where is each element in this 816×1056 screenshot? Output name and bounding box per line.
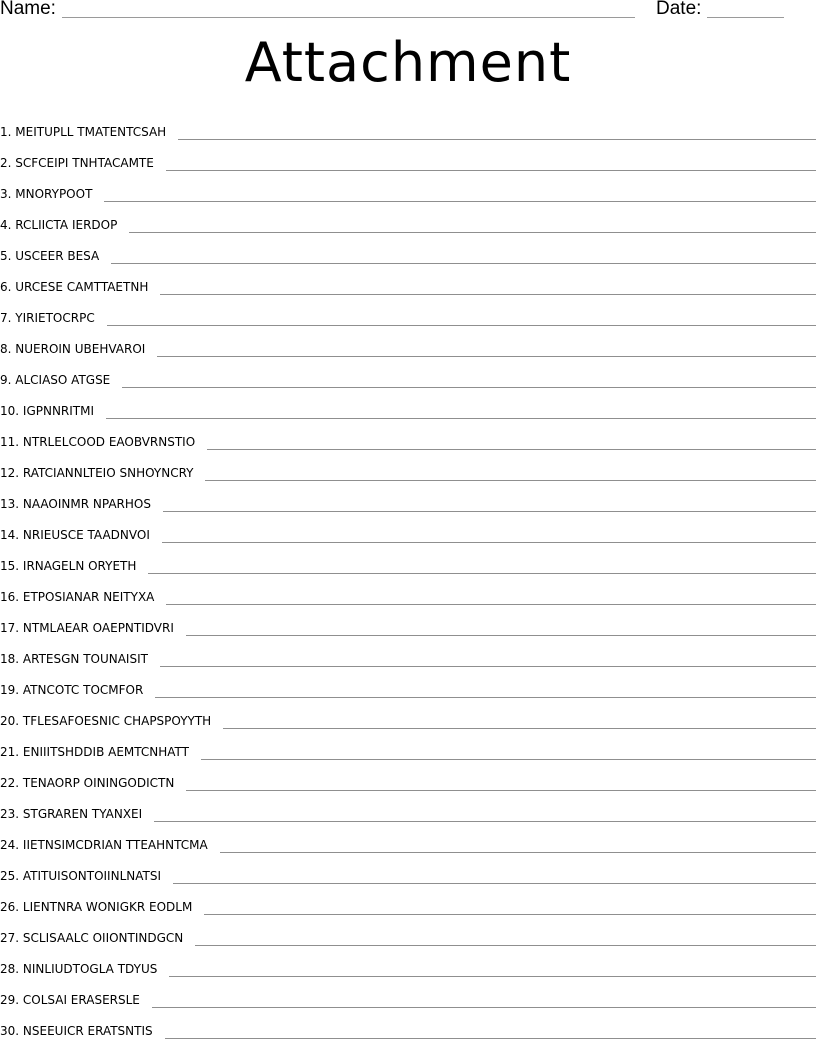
- answer-line[interactable]: [195, 944, 816, 946]
- scrambled-word: 7. YIRIETOCRPC: [0, 311, 95, 325]
- scrambled-word: 27. SCLISAALC OIIONTINDGCN: [0, 931, 184, 945]
- list-item: [0, 823, 816, 854]
- answer-line[interactable]: [220, 851, 816, 853]
- list-item: [0, 699, 816, 730]
- scrambled-word: 10. IGPNNRITMI: [0, 404, 95, 418]
- answer-line[interactable]: [223, 727, 816, 729]
- list-item: [0, 141, 816, 172]
- answer-line[interactable]: [169, 975, 816, 977]
- scrambled-word: 20. TFLESAFOESNIC CHAPSPOYYTH: [0, 714, 212, 728]
- list-item: [0, 234, 816, 265]
- answer-line[interactable]: [104, 200, 816, 202]
- scrambled-word: 22. TENAORP OININGODICTN: [0, 776, 175, 790]
- scrambled-word: 18. ARTESGN TOUNAISIT: [0, 652, 148, 666]
- list-item: [0, 451, 816, 482]
- scrambled-word: 11. NTRLELCOOD EAOBVRNSTIO: [0, 435, 196, 449]
- list-item: [0, 885, 816, 916]
- list-item: [0, 358, 816, 389]
- list-item: [0, 482, 816, 513]
- scrambled-word: 14. NRIEUSCE TAADNVOI: [0, 528, 150, 542]
- list-item: [0, 1009, 816, 1040]
- list-item: [0, 761, 816, 792]
- list-item: [0, 730, 816, 761]
- list-item: [0, 327, 816, 358]
- scrambled-word: 6. URCESE CAMTTAETNH: [0, 280, 149, 294]
- answer-line[interactable]: [165, 1037, 816, 1039]
- answer-line[interactable]: [160, 293, 816, 295]
- page-title: Attachment: [244, 31, 572, 94]
- name-field-line[interactable]: [62, 17, 635, 18]
- answer-line[interactable]: [106, 417, 816, 419]
- scrambled-word: 2. SCFCEIPI TNHTACAMTE: [0, 156, 154, 170]
- scrambled-word: 17. NTMLAEAR OAEPNTIDVRI: [0, 621, 174, 635]
- scrambled-word: 21. ENIIITSHDDIB AEMTCNHATT: [0, 745, 189, 759]
- answer-line[interactable]: [186, 789, 816, 791]
- scrambled-word: 29. COLSAI ERASERSLE: [0, 993, 140, 1007]
- answer-line[interactable]: [107, 324, 816, 326]
- answer-line[interactable]: [155, 696, 816, 698]
- scrambled-word: 25. ATITUISONTOIINLNATSI: [0, 869, 161, 883]
- list-item: [0, 792, 816, 823]
- answer-line[interactable]: [152, 1006, 816, 1008]
- scrambled-word: 15. IRNAGELN ORYETH: [0, 559, 137, 573]
- scrambled-word: 19. ATNCOTC TOCMFOR: [0, 683, 144, 697]
- list-item: [0, 575, 816, 606]
- scrambled-word: 30. NSEEUICR ERATSNTIS: [0, 1024, 153, 1038]
- answer-line[interactable]: [162, 541, 816, 543]
- list-item: [0, 544, 816, 575]
- list-item: [0, 203, 816, 234]
- list-item: [0, 606, 816, 637]
- list-item: [0, 978, 816, 1009]
- scrambled-word: 1. MEITUPLL TMATENTCSAH: [0, 125, 167, 139]
- list-item: [0, 916, 816, 947]
- scrambled-word: 8. NUEROIN UBEHVAROI: [0, 342, 146, 356]
- scrambled-word: 9. ALCIASO ATGSE: [0, 373, 111, 387]
- answer-line[interactable]: [148, 572, 816, 574]
- scrambled-word: 28. NINLIUDTOGLA TDYUS: [0, 962, 158, 976]
- list-item: [0, 947, 816, 978]
- answer-line[interactable]: [160, 665, 816, 667]
- answer-line[interactable]: [122, 386, 816, 388]
- scrambled-word: 3. MNORYPOOT: [0, 187, 93, 201]
- date-field-line[interactable]: [707, 17, 784, 18]
- list-item: [0, 420, 816, 451]
- answer-line[interactable]: [129, 231, 816, 233]
- answer-line[interactable]: [204, 913, 816, 915]
- scrambled-word: 24. IIETNSIMCDRIAN TTEAHNTCMA: [0, 838, 208, 852]
- list-item: [0, 637, 816, 668]
- list-item: [0, 389, 816, 420]
- answer-line[interactable]: [186, 634, 816, 636]
- list-item: [0, 110, 816, 141]
- worksheet-header: [0, 0, 816, 26]
- scrambled-word: 4. RCLIICTA IERDOP: [0, 218, 118, 232]
- date-label: Date:: [656, 0, 702, 19]
- scrambled-word: 26. LIENTNRA WONIGKR EODLM: [0, 900, 193, 914]
- answer-line[interactable]: [166, 169, 816, 171]
- list-item: [0, 296, 816, 327]
- answer-line[interactable]: [178, 138, 816, 140]
- name-label: Name:: [0, 0, 56, 19]
- answer-line[interactable]: [111, 262, 816, 264]
- scrambled-word: 23. STGRAREN TYANXEI: [0, 807, 143, 821]
- answer-line[interactable]: [201, 758, 816, 760]
- list-item: [0, 172, 816, 203]
- answer-line[interactable]: [163, 510, 816, 512]
- list-item: [0, 265, 816, 296]
- list-item: [0, 854, 816, 885]
- answer-line[interactable]: [173, 882, 816, 884]
- scrambled-word: 16. ETPOSIANAR NEITYXA: [0, 590, 155, 604]
- list-item: [0, 513, 816, 544]
- answer-line[interactable]: [157, 355, 816, 357]
- answer-line[interactable]: [166, 603, 816, 605]
- answer-line[interactable]: [154, 820, 816, 822]
- scrambled-word: 12. RATCIANNLTEIO SNHOYNCRY: [0, 466, 194, 480]
- answer-line[interactable]: [207, 448, 816, 450]
- word-scramble-list: [0, 110, 816, 1040]
- answer-line[interactable]: [205, 479, 816, 481]
- list-item: [0, 668, 816, 699]
- scrambled-word: 5. USCEER BESA: [0, 249, 100, 263]
- scrambled-word: 13. NAAOINMR NPARHOS: [0, 497, 151, 511]
